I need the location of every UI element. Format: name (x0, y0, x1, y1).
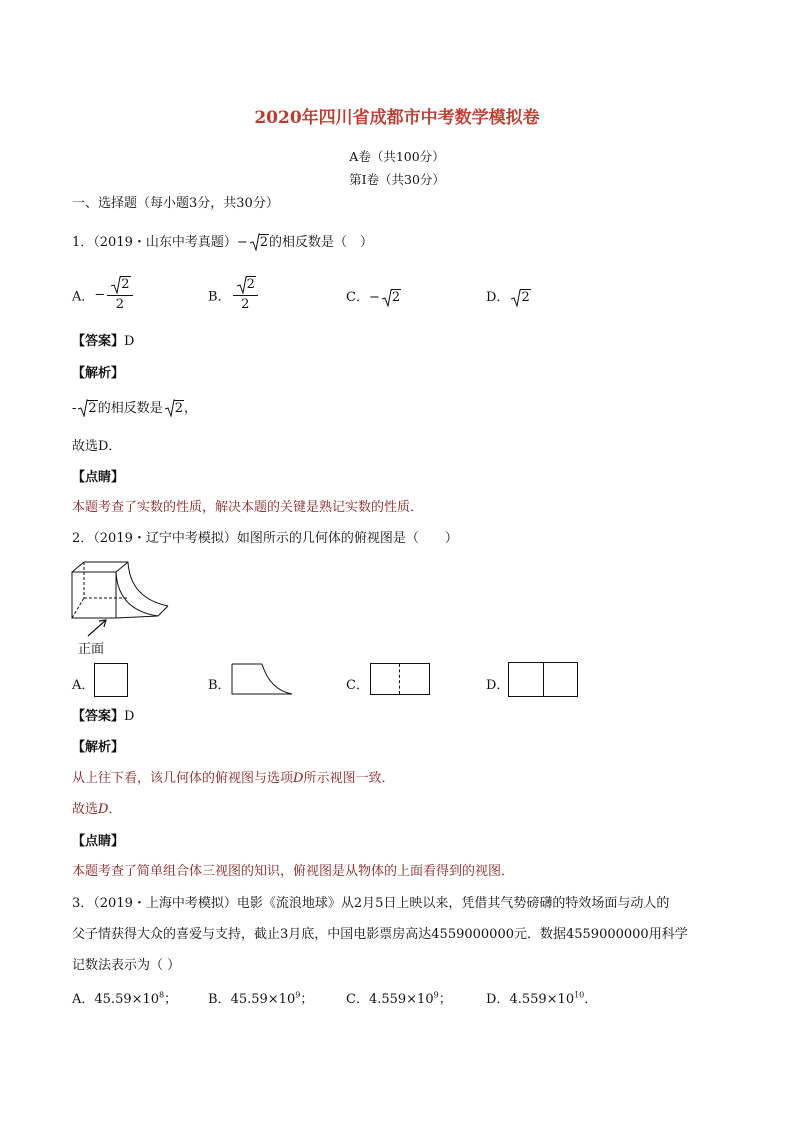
q1-option-c: C．− 2 (346, 290, 401, 305)
q1-option-b: B． $\frac{2}{2}$ (208, 276, 260, 314)
q2-answer: 【答案】D (72, 709, 135, 724)
q2-comment: 本题考查了简单组合体三视图的知识，俯视图是从物体的上面看得到的视图． (72, 864, 515, 879)
q1-prefix: 1．（2019・山东中考真题） (72, 235, 237, 250)
q1-option-d: D． 2 (486, 290, 530, 305)
section-subtitle-b: 第Ⅰ卷（共30分） (349, 172, 445, 187)
radicand: 2 (259, 235, 269, 250)
page-title: 2020年四川省成都市中考数学模拟卷 (254, 108, 540, 128)
sqrt-expression: 2 (111, 276, 130, 294)
q3-option-d: D．$4.559\times 10^{10}$． (486, 990, 598, 1007)
figure-label: 正面 (78, 642, 105, 657)
q2-conclusion: 故选D． (72, 802, 122, 817)
q2-option-c-label: C． (346, 678, 369, 693)
question-1 (72, 233, 373, 253)
q1-conclusion: 故选D． (72, 439, 122, 454)
section-subtitle-a: A卷（共100分） (349, 149, 445, 164)
q2-option-a-view (94, 663, 128, 697)
q1-analysis: - 2的相反数是 2， (72, 399, 197, 419)
question-3-line-3: 记数法表示为（ ） (72, 958, 181, 973)
q1-comment-tag: 【点睛】 (72, 470, 125, 485)
sqrt-expression: 2 (78, 399, 97, 419)
q2-option-a-label: A． (72, 678, 95, 693)
question-3-line-2: 父子情获得大众的喜爱与支持，截止3月底，中国电影票房高达4559000000元．数据4559000000用科学 (72, 927, 688, 942)
q2-option-b-view (230, 662, 294, 696)
q2-analysis-tag: 【解析】 (72, 740, 125, 755)
q1-option-a: A．− $\frac{2}{2}$ (72, 276, 135, 314)
fraction: $\frac{2}{2}$ (107, 276, 132, 314)
q2-option-b-label: B． (208, 678, 231, 693)
q1-analysis-tag: 【解析】 (72, 366, 125, 381)
hidden-line (399, 664, 400, 694)
sqrt-expression: 2 (165, 399, 184, 419)
sqrt-expression (250, 233, 269, 253)
q1-suffix: 的相反数是（ ） (269, 235, 374, 250)
sqrt-expression: 2 (511, 289, 530, 305)
q1-neg: − (236, 235, 248, 250)
question-3-line-1: 3．（2019・上海中考模拟）电影《流浪地球》从2月5日上映以来，凭借其气势磅礴的特效场面与动人的 (72, 896, 670, 911)
sqrt-expression: 2 (382, 289, 401, 305)
q3-option-a: A．$45.59\times 10^8$； (72, 990, 178, 1007)
q1-answer: 【答案】D (72, 334, 135, 349)
section-heading: 一、选择题（每小题3分，共30分） (72, 196, 279, 211)
q2-analysis: 从上往下看，该几何体的俯视图与选项D所示视图一致． (72, 771, 395, 786)
sqrt-expression: 2 (237, 276, 256, 294)
fraction: $\frac{2}{2}$ (233, 276, 258, 314)
q1-comment: 本题考查了实数的性质，解决本题的关键是熟记实数的性质． (72, 500, 424, 515)
q2-option-d-view (508, 662, 578, 697)
q2-option-d-label: D． (486, 678, 510, 693)
center-line (543, 663, 544, 696)
q2-comment-tag: 【点睛】 (72, 834, 125, 849)
q3-option-c: C．$4.559\times 10^9$； (346, 990, 452, 1007)
q2-option-c-view (370, 663, 430, 695)
question-2: 2．（2019・辽宁中考模拟）如图所示的几何体的俯视图是（ ） (72, 531, 458, 546)
q3-option-b: B．$45.59\times 10^9$； (208, 990, 314, 1007)
